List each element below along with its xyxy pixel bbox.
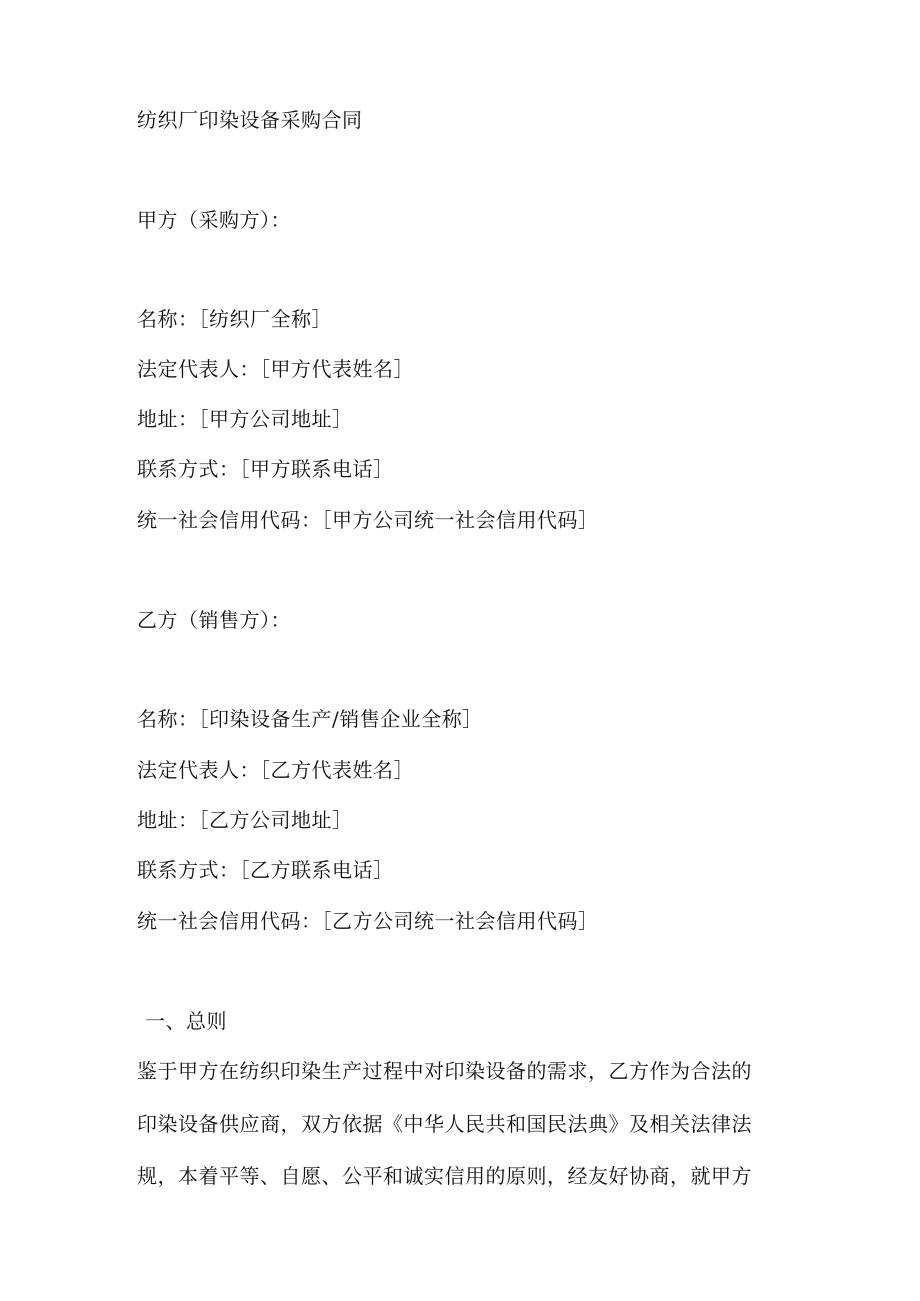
party-b-credit-code: 统一社会信用代码：［乙方公司统一社会信用代码］ [137,909,599,933]
party-b-contact: 联系方式：［乙方联系电话］ [137,858,394,882]
party-a-heading: 甲方（采购方）： [137,208,291,232]
party-b-representative: 法定代表人：［乙方代表姓名］ [137,758,414,782]
party-a-address: 地址：［甲方公司地址］ [137,407,353,431]
party-a-name: 名称：［纺织厂全称］ [137,307,332,331]
party-b-name: 名称：［印染设备生产/销售企业全称］ [137,707,483,731]
section-1-line: 规，本着平等、自愿、公平和诚实信用的原则，经友好协商，就甲方 [137,1164,752,1188]
section-1-line: 印染设备供应商，双方依据《中华人民共和国民法典》及相关法律法 [137,1112,752,1136]
party-a-credit-code: 统一社会信用代码：［甲方公司统一社会信用代码］ [137,508,599,532]
section-1-line: 鉴于甲方在纺织印染生产过程中对印染设备的需求，乙方作为合法的 [137,1059,752,1083]
party-a-representative: 法定代表人：［甲方代表姓名］ [137,357,414,381]
party-b-address: 地址：［乙方公司地址］ [137,808,353,832]
party-a-contact: 联系方式：［甲方联系电话］ [137,457,394,481]
document-title: 纺织厂印染设备采购合同 [137,108,363,132]
party-b-heading: 乙方（销售方）： [137,608,291,632]
section-1-heading: 一、总则 [145,1009,227,1033]
